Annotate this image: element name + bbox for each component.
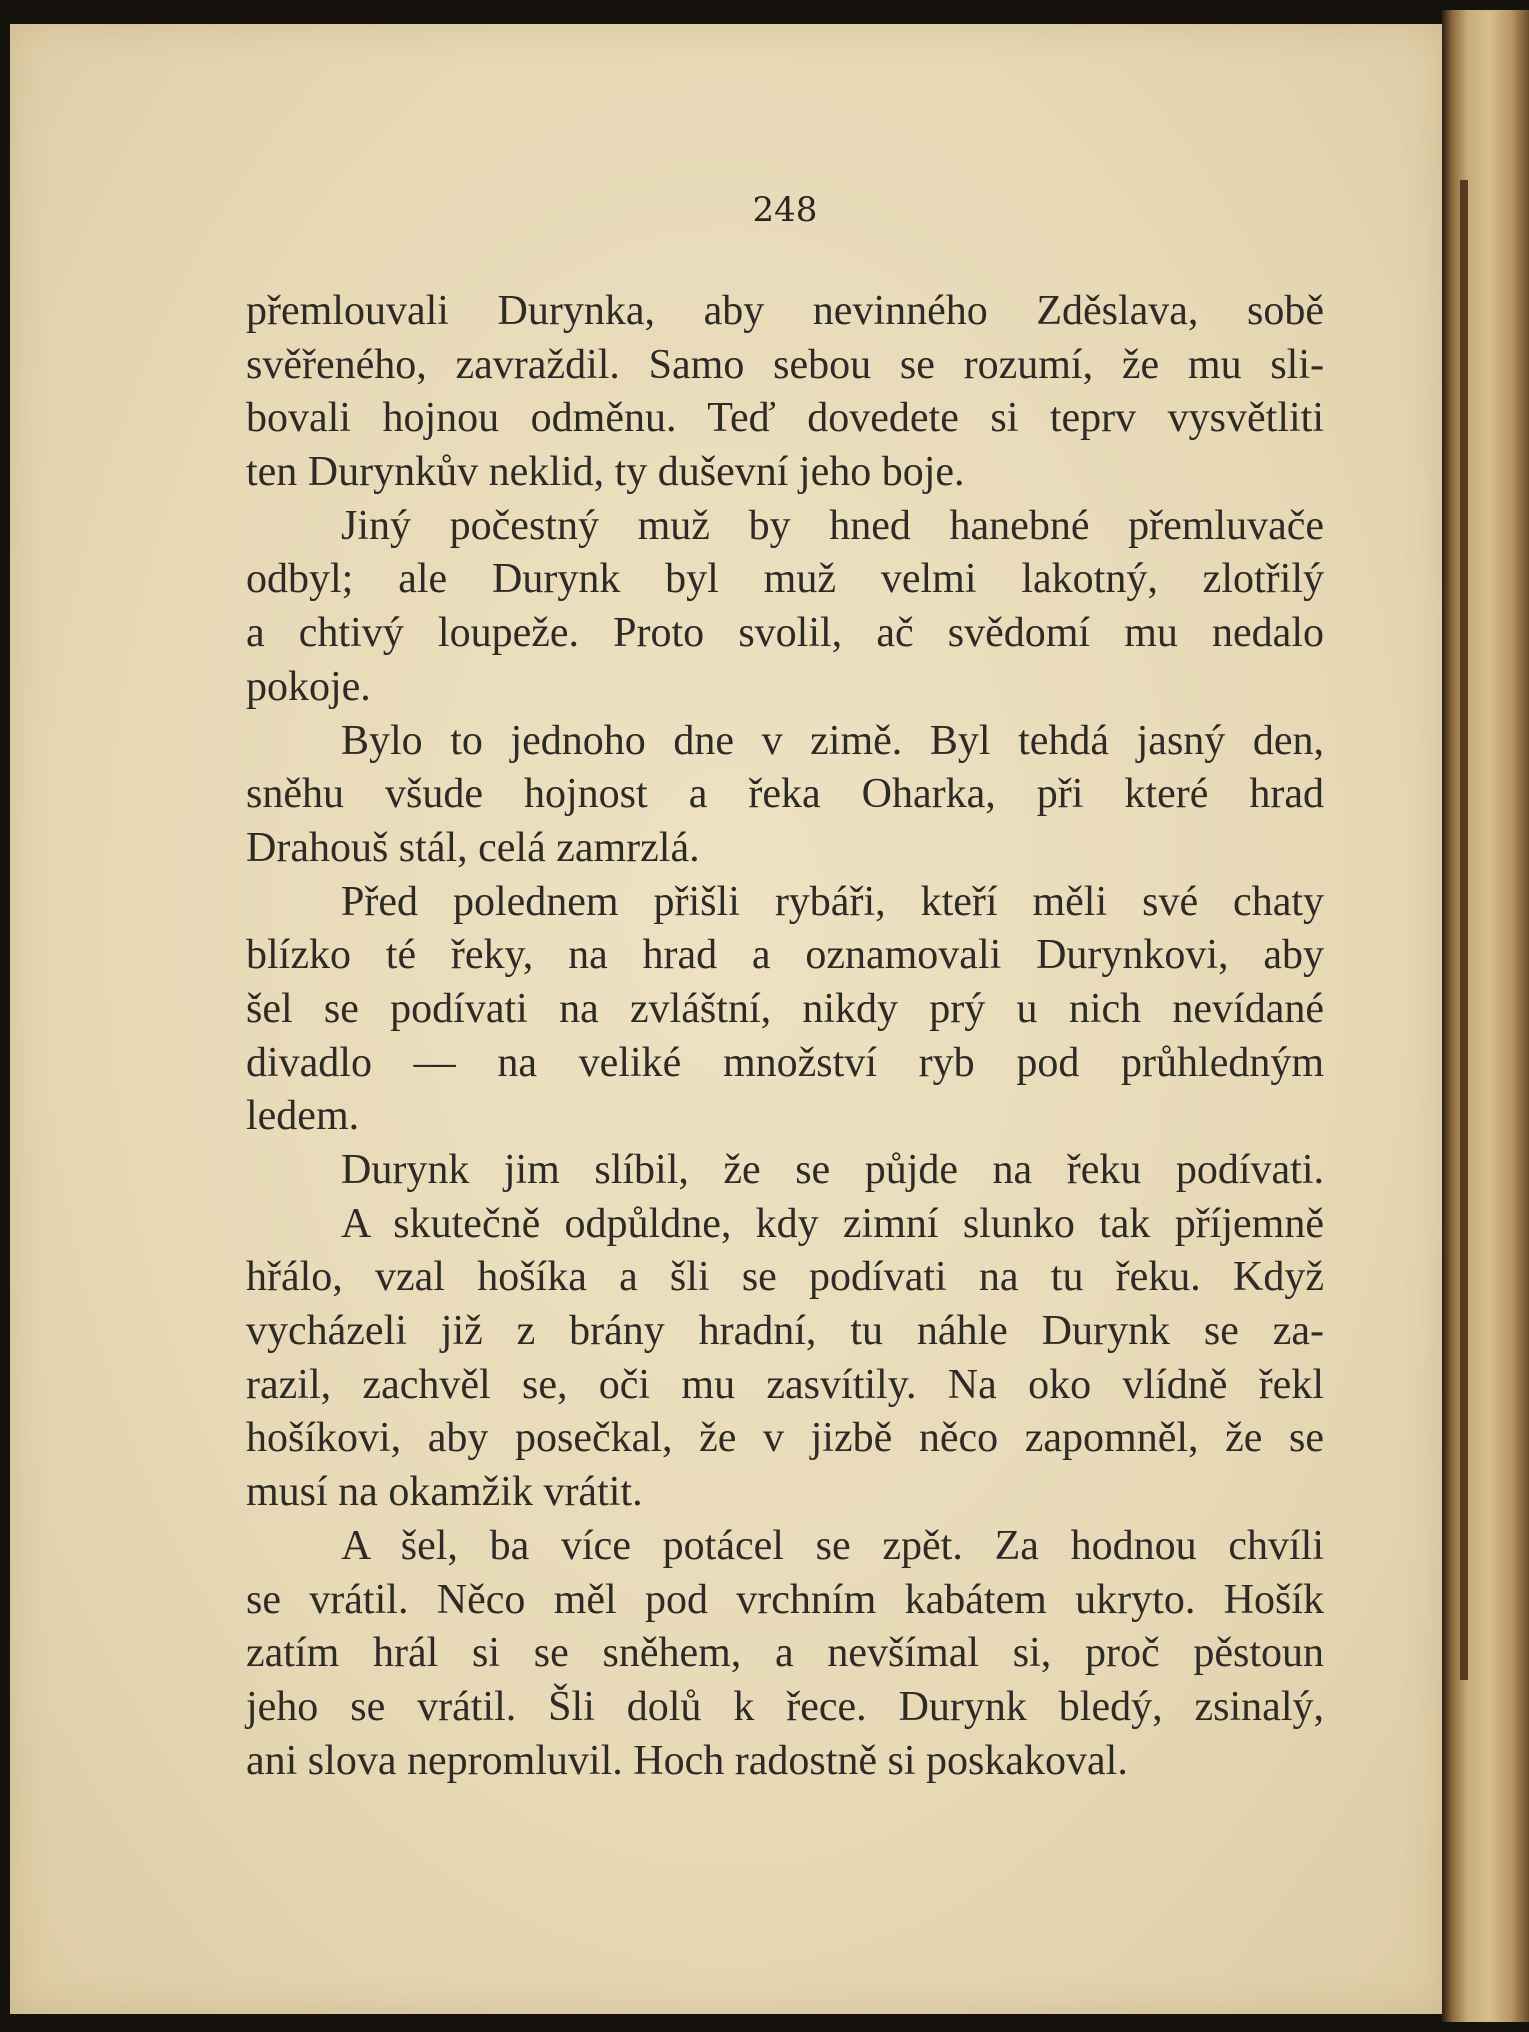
text-line: A šel, ba více potácel se zpět. Za hodnou chvíli: [341, 1522, 1324, 1569]
body-text: [246, 285, 1324, 1788]
text-line: hošíkovi, aby posečkal, že v jizbě něco zapomněl, že se: [246, 1415, 1324, 1462]
text-line: se vrátil. Něco měl pod vrchním kabátem ukryto. Hošík: [246, 1576, 1324, 1623]
text-line: Před polednem přišli rybáři, kteří měli své chaty: [341, 878, 1324, 925]
text-line: ledem.: [246, 1093, 360, 1140]
text-line: sněhu všude hojnost a řeka Oharka, při které hrad: [246, 771, 1324, 818]
text-line: bovali hojnou odměnu. Teď dovedete si teprv vysvětliti: [246, 395, 1324, 442]
text-line: hřálo, vzal hošíka a šli se podívati na tu řeku. Když: [246, 1254, 1324, 1301]
text-line: A skutečně odpůldne, kdy zimní slunko tak příjemně: [341, 1200, 1324, 1247]
text-line: jeho se vrátil. Šli dolů k řece. Durynk bledý, zsinalý,: [246, 1683, 1324, 1730]
page-number: 248: [752, 190, 818, 230]
text-line: Bylo to jednoho dne v zimě. Byl tehdá jasný den,: [341, 717, 1324, 764]
text-line: a chtivý loupeže. Proto svolil, ač svědomí mu nedalo: [246, 610, 1324, 657]
text-line: zatím hrál si se sněhem, a nevšímal si, proč pěstoun: [246, 1630, 1324, 1677]
text-line: odbyl; ale Durynk byl muž velmi lakotný, zlotřilý: [246, 556, 1324, 603]
spine-edge: [1460, 180, 1468, 1680]
text-line: Jiný počestný muž by hned hanebné přemluvače: [341, 502, 1324, 549]
text-line: pokoje.: [246, 663, 371, 710]
text-line: přemlouvali Durynka, aby nevinného Zděslava, sobě: [246, 288, 1324, 334]
text-line: ani slova nepromluvil. Hoch radostně si poskakoval.: [246, 1737, 1128, 1784]
text-line: ten Durynkův neklid, ty duševní jeho boje.: [246, 449, 965, 496]
text-line: razil, zachvěl se, oči mu zasvítily. Na oko vlídně řekl: [246, 1361, 1324, 1408]
text-line: Durynk jim slíbil, že se půjde na řeku podívati.: [341, 1147, 1324, 1193]
text-line: šel se podívati na zvláštní, nikdy prý u nich nevídané: [246, 985, 1324, 1032]
text-line: musí na okamžik vrátit.: [246, 1469, 643, 1516]
text-line: blízko té řeky, na hrad a oznamovali Durynkovi, aby: [246, 932, 1324, 979]
text-line: Drahouš stál, celá zamrzlá.: [246, 824, 700, 871]
book-spine-gutter: [1442, 10, 1529, 2022]
text-line: vycházeli již z brány hradní, tu náhle Durynk se za-: [246, 1308, 1324, 1355]
text-line: svěřeného, zavraždil. Samo sebou se rozumí, že mu sli-: [246, 341, 1324, 388]
text-line: divadlo — na veliké množství ryb pod průhledným: [246, 1039, 1324, 1086]
